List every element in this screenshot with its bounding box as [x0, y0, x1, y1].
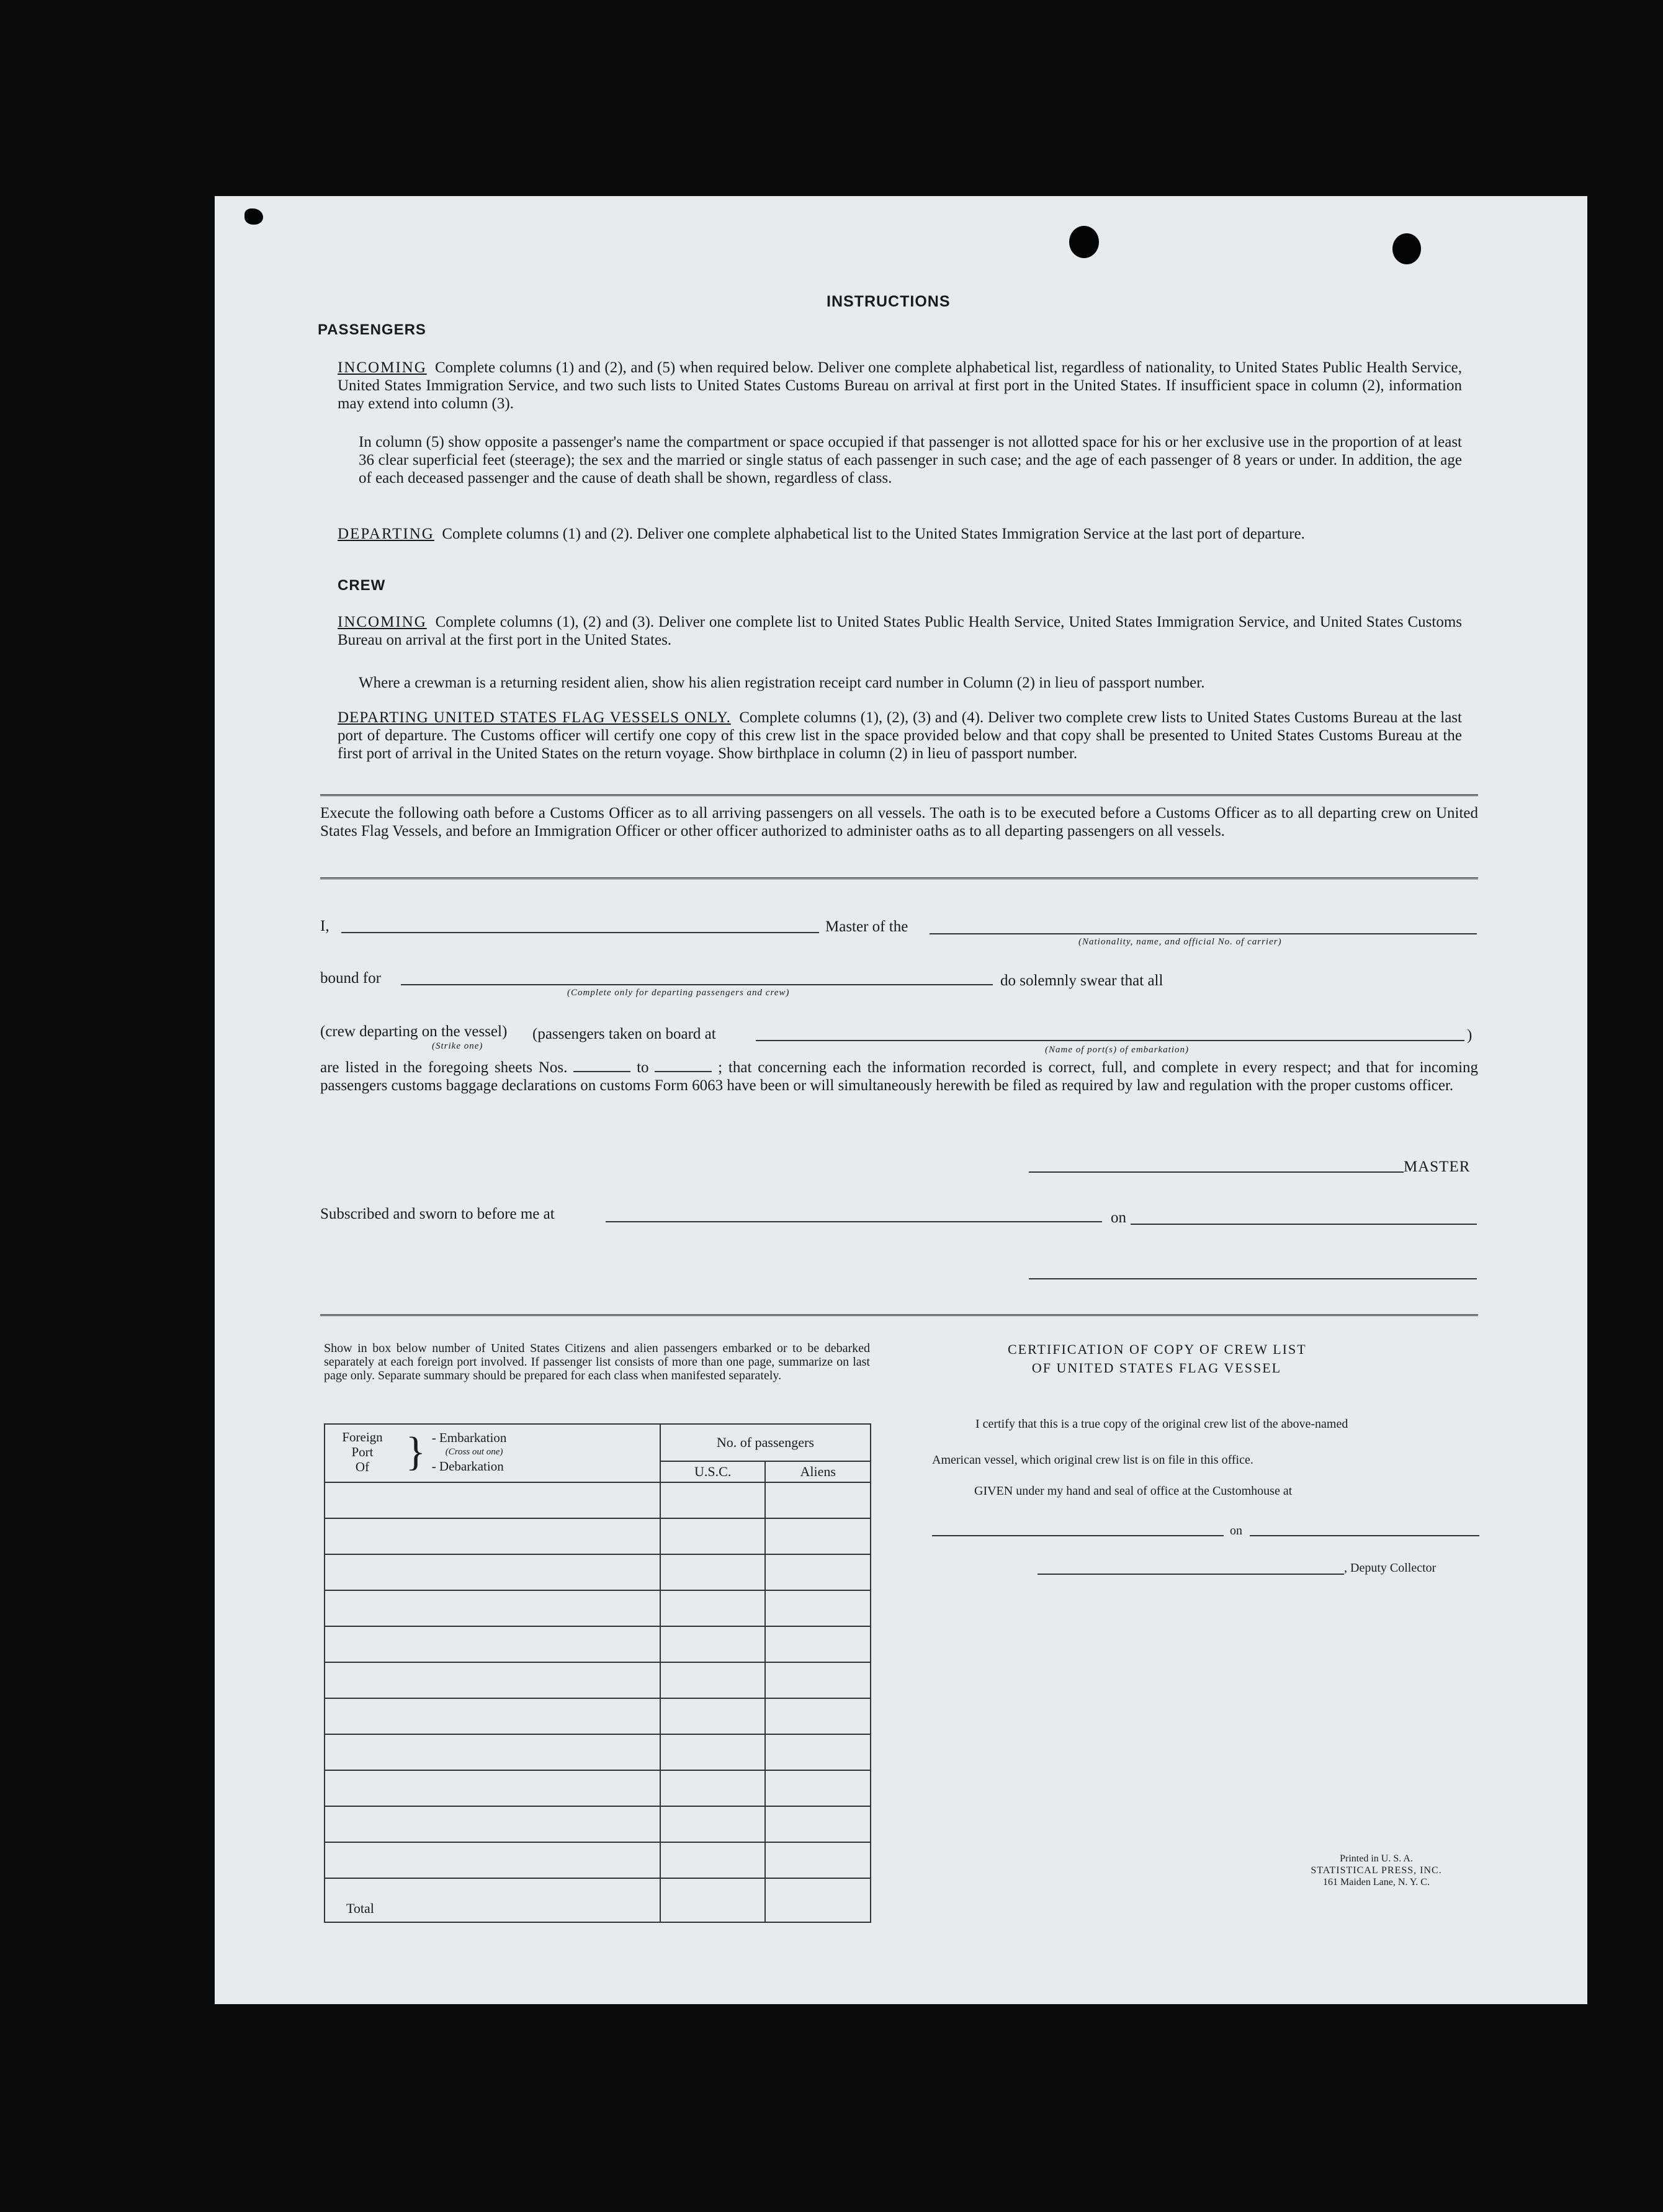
certification-title-line2: OF UNITED STATES FLAG VESSEL	[1031, 1360, 1282, 1376]
cert-date-field[interactable]	[1250, 1535, 1479, 1536]
crew-departing-option[interactable]: (crew departing on the vessel)	[320, 1023, 508, 1040]
listed-paragraph	[320, 1059, 1478, 1095]
page-title: INSTRUCTIONS	[827, 293, 951, 310]
passengers-incoming-text: Complete columns (1) and (2), and (5) when required below. Deliver one complete alphabetical list, regardless of nationality, to United States Public Health Service, United States Immigration Service, and two such lists to United States Customs Bureau on arrival at first port in the United States. If insufficient space in column (2), information may extend into column (3).	[338, 359, 1463, 412]
printer-imprint	[1283, 1853, 1469, 1888]
listed-text-a: are listed in the foregoing sheets Nos.	[320, 1059, 568, 1076]
port-cell[interactable]	[325, 1842, 660, 1878]
aliens-cell[interactable]	[765, 1770, 871, 1806]
certify-text: I certify that this is a true copy of the original crew list of the above-named	[975, 1417, 1348, 1431]
passengers-incoming-label: INCOMING	[338, 359, 427, 376]
usc-cell[interactable]	[660, 1842, 766, 1878]
oath-intro-paragraph: Execute the following oath before a Customs Officer as to all arriving passengers on all vessels. The oath is to be executed before a Customs Officer as to all departing crew on United States Flag Vessels, and before an Immigration Officer or other officer authorized to administer oaths as to all departing passengers on all vessels.	[320, 805, 1478, 840]
crew-incoming-text: Complete columns (1), (2) and (3). Deliver one complete list to United States Public Health Service, United States Immigration Service, and United States Customs Bureau on arrival at the first port in the United States.	[338, 614, 1463, 648]
divider	[320, 877, 1478, 882]
table-row	[325, 1842, 871, 1878]
cert-on-label: on	[1230, 1524, 1242, 1538]
port-cell[interactable]	[325, 1626, 660, 1662]
oath-i-label: I,	[320, 918, 329, 934]
swear-label: do solemnly swear that all	[1000, 972, 1163, 989]
table-row	[325, 1626, 871, 1662]
port-cell[interactable]	[325, 1590, 660, 1626]
crew-incoming-paragraph	[338, 613, 1462, 649]
sheet-to-field[interactable]	[655, 1071, 712, 1072]
port-cell[interactable]	[325, 1662, 660, 1698]
usc-cell[interactable]	[660, 1662, 766, 1698]
nationality-caption: (Nationality, name, and official No. of carrier)	[1078, 937, 1282, 947]
column5-paragraph: In column (5) show opposite a passenger's name the compartment or space occupied if that passenger is not allotted space for his or her exclusive use in the proportion of at least 36 clear superficial feet (steerage); the sex and the married or single status of each passenger in such case; and the age of each passenger of 8 years or under. In addition, the age of each deceased passenger and the cause of death shall be shown, regardless of class.	[359, 434, 1462, 486]
brace-glyph: }	[406, 1429, 426, 1474]
usc-cell[interactable]	[660, 1770, 766, 1806]
total-usc-cell[interactable]	[660, 1878, 766, 1922]
american-text: American vessel, which original crew list is on file in this office.	[932, 1453, 1253, 1467]
total-aliens-cell[interactable]	[765, 1878, 871, 1922]
port-header-cell	[325, 1424, 660, 1482]
aliens-cell[interactable]	[765, 1590, 871, 1626]
port-cell[interactable]	[325, 1734, 660, 1770]
table-row	[325, 1554, 871, 1590]
passengers-departing-label: DEPARTING	[338, 526, 434, 542]
table-row	[325, 1734, 871, 1770]
port-cell[interactable]	[325, 1698, 660, 1734]
table-row	[325, 1698, 871, 1734]
of-label: Of	[355, 1459, 370, 1474]
aliens-cell[interactable]	[765, 1698, 871, 1734]
crew-heading: CREW	[338, 577, 386, 594]
cross-out-caption: (Cross out one)	[445, 1446, 503, 1457]
debarkation-option[interactable]: - Debarkation	[431, 1458, 504, 1474]
embarkation-port-field[interactable]	[756, 1040, 1464, 1041]
divider	[320, 1314, 1478, 1319]
customhouse-field[interactable]	[932, 1535, 1224, 1536]
usc-cell[interactable]	[660, 1626, 766, 1662]
printer-line2: STATISTICAL PRESS, INC.	[1311, 1865, 1442, 1876]
table-row	[325, 1482, 871, 1518]
usc-cell[interactable]	[660, 1734, 766, 1770]
no-passengers-header: No. of passengers	[660, 1424, 871, 1461]
aliens-cell[interactable]	[765, 1842, 871, 1878]
ink-blot	[244, 208, 263, 225]
aliens-cell[interactable]	[765, 1518, 871, 1554]
subscribed-on-label: on	[1111, 1209, 1126, 1226]
aliens-header: Aliens	[765, 1461, 871, 1482]
table-row	[325, 1518, 871, 1554]
certification-title	[1008, 1340, 1307, 1377]
foreign-label: Foreign	[342, 1430, 383, 1444]
strike-caption: (Strike one)	[432, 1041, 483, 1051]
table-row	[325, 1590, 871, 1626]
port-cell[interactable]	[325, 1518, 660, 1554]
usc-cell[interactable]	[660, 1698, 766, 1734]
usc-cell[interactable]	[660, 1554, 766, 1590]
passengers-departing-text: Complete columns (1) and (2). Deliver one complete alphabetical list to the United States Immigration Service at the last port of departure.	[442, 526, 1305, 542]
usc-cell[interactable]	[660, 1518, 766, 1554]
usc-cell[interactable]	[660, 1590, 766, 1626]
master-of-label: Master of the	[825, 918, 908, 935]
master-label: MASTER	[1404, 1158, 1471, 1175]
given-text: GIVEN under my hand and seal of office at the Customhouse at	[974, 1484, 1293, 1498]
officer-signature-field[interactable]	[1029, 1278, 1477, 1279]
subscribed-date-field[interactable]	[1131, 1224, 1477, 1225]
aliens-cell[interactable]	[765, 1662, 871, 1698]
passengers-taken-option[interactable]: (passengers taken on board at	[532, 1026, 716, 1042]
bound-caption: (Complete only for departing passengers and crew)	[567, 988, 790, 998]
punch-hole	[1069, 226, 1099, 258]
listed-to: to	[637, 1059, 649, 1076]
aliens-cell[interactable]	[765, 1734, 871, 1770]
port-cell[interactable]	[325, 1770, 660, 1806]
close-paren: )	[1467, 1027, 1472, 1044]
aliens-cell[interactable]	[765, 1554, 871, 1590]
embarkation-option[interactable]: - Embarkation	[431, 1430, 507, 1445]
master-name-field[interactable]	[341, 932, 819, 933]
deputy-collector-label: , Deputy Collector	[1344, 1561, 1437, 1575]
printer-line3: 161 Maiden Lane, N. Y. C.	[1323, 1877, 1430, 1887]
port-cell[interactable]	[325, 1806, 660, 1842]
port-cell[interactable]	[325, 1554, 660, 1590]
passengers-heading: PASSENGERS	[318, 321, 426, 338]
table-row	[325, 1806, 871, 1842]
crew-departing-label: DEPARTING UNITED STATES FLAG VESSELS ONLY.	[338, 709, 731, 726]
form-page	[215, 196, 1587, 2004]
divider	[320, 794, 1478, 799]
deputy-signature-field[interactable]	[1038, 1574, 1344, 1575]
port-cell[interactable]	[325, 1482, 660, 1518]
bound-for-label: bound for	[320, 970, 381, 987]
summary-note: Show in box below number of United States Citizens and alien passengers embarked or to be debarked separately at each foreign port involved. If passenger list consists of more than one page, summarize on last page only. Separate summary should be prepared for each class when manifested separately.	[324, 1341, 870, 1382]
printer-line1: Printed in U. S. A.	[1340, 1853, 1413, 1864]
bound-for-field[interactable]	[401, 984, 993, 985]
passengers-departing-paragraph	[338, 525, 1462, 543]
aliens-cell[interactable]	[765, 1482, 871, 1518]
usc-cell[interactable]	[660, 1806, 766, 1842]
crew-departing-text: Complete columns (1), (2), (3) and (4). Deliver two complete crew lists to United States Customs Bureau at the last port of departure. The Customs officer will certify one copy of this crew list in the space provided below and that copy shall be presented to United States Customs Bureau at the first port of arrival in the United States on the return voyage. Show birthplace in column (2) in lieu of passport number.	[338, 709, 1462, 762]
crew-incoming-label: INCOMING	[338, 614, 427, 630]
punch-hole	[1392, 233, 1421, 264]
ports-caption: (Name of port(s) of embarkation)	[1045, 1045, 1189, 1055]
listed-text-b: ; that concerning each the information recorded is correct, full, and complete in every respect; and that for incoming passengers customs baggage declarations on customs Form 6063 have been or will simultaneously herewith be filed as required by law and regulation with the proper customs officer.	[320, 1059, 1479, 1094]
passenger-summary-table	[324, 1423, 871, 1923]
usc-cell[interactable]	[660, 1482, 766, 1518]
aliens-cell[interactable]	[765, 1806, 871, 1842]
aliens-cell[interactable]	[765, 1626, 871, 1662]
certification-title-line1: CERTIFICATION OF COPY OF CREW LIST	[1008, 1341, 1307, 1357]
subscribed-label: Subscribed and sworn to before me at	[320, 1206, 555, 1222]
usc-header: U.S.C.	[660, 1461, 766, 1482]
sheet-from-field[interactable]	[573, 1071, 630, 1072]
port-label: Port	[351, 1444, 374, 1459]
carrier-field[interactable]	[930, 933, 1477, 934]
table-row	[325, 1662, 871, 1698]
table-row	[325, 1770, 871, 1806]
crew-departing-paragraph	[338, 709, 1462, 763]
total-label: Total	[325, 1878, 660, 1922]
passengers-incoming-paragraph	[338, 359, 1462, 413]
crew-alien-paragraph: Where a crewman is a returning resident alien, show his alien registration receipt card number in Column (2) in lieu of passport number.	[359, 674, 1205, 691]
subscribed-place-field[interactable]	[606, 1221, 1102, 1222]
master-signature-field[interactable]	[1029, 1171, 1404, 1173]
